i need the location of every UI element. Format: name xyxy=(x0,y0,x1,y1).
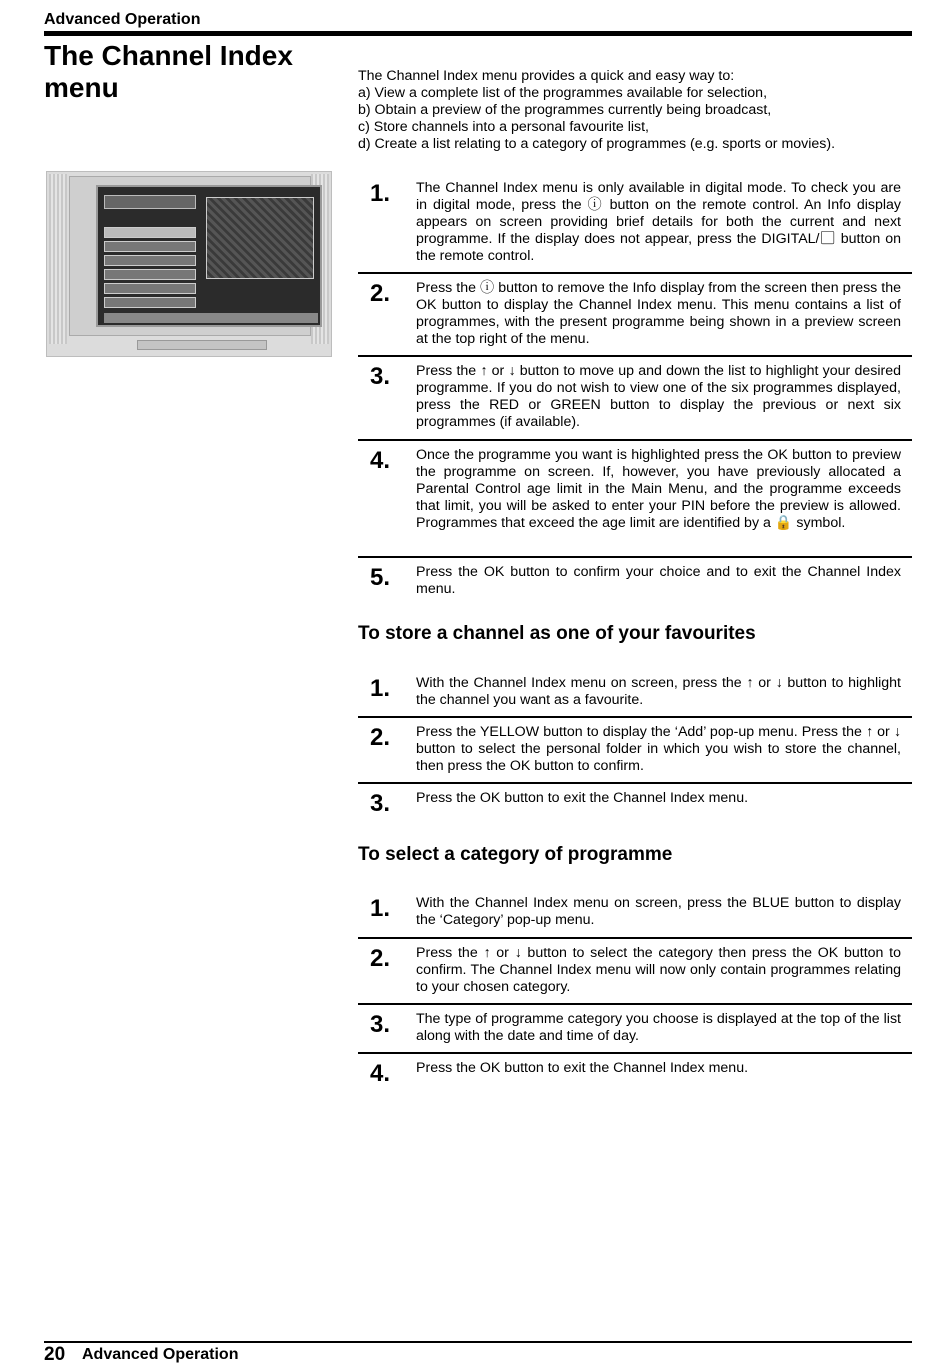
step-number: 2. xyxy=(370,945,391,972)
tv-frame xyxy=(69,176,311,336)
page-number: 20 xyxy=(44,1344,66,1365)
intro-line: a) View a complete list of the programmes available for selection, xyxy=(358,85,768,101)
tv-screen xyxy=(96,185,322,327)
step-number: 4. xyxy=(370,447,391,474)
step-number: 2. xyxy=(370,280,391,307)
step-number: 3. xyxy=(370,790,391,817)
step-divider xyxy=(358,937,912,939)
step-text: Press the OK button to exit the Channel Index menu. xyxy=(416,790,749,806)
page-title: The Channel Index menu xyxy=(44,40,293,103)
step-text: Once the programme you want is highlighted press the OK button to preview the programme on screen. If, however, you have previously allocated a Parental Control age limit in the Main Menu, and the programme exceeds that limit, you will be asked to enter your PIN before the preview is allowed. Programmes that exceed the age limit are identified by a 🔒 symbol. xyxy=(416,447,901,531)
tv-illustration xyxy=(46,171,332,357)
step-text: Press the ↑ or ↓ button to move up and down the list to highlight your desired programme. If you do not wish to view one of the six programmes displayed, press the RED or GREEN button to display the previous or next six programmes (if available). xyxy=(416,363,901,430)
step-text: Press the ↑ or ↓ button to select the category then press the OK button to confirm. The Channel Index menu will now only contain programmes relating to your chosen category. xyxy=(416,945,901,995)
step-number: 3. xyxy=(370,363,391,390)
intro-text xyxy=(358,68,912,153)
step-divider xyxy=(358,1003,912,1005)
step-divider xyxy=(358,439,912,441)
step-text: Press the OK button to confirm your choice and to exit the Channel Index menu. xyxy=(416,564,901,597)
step-number: 5. xyxy=(370,564,391,591)
tv-channel-list xyxy=(104,227,196,311)
tv-channel-row xyxy=(104,255,196,266)
footer-section-label: Advanced Operation xyxy=(82,1346,239,1363)
section-title-favourites: To store a channel as one of your favourites xyxy=(358,623,756,644)
step-divider xyxy=(358,556,912,558)
step-divider xyxy=(358,355,912,357)
intro-line: b) Obtain a preview of the programmes currently being broadcast, xyxy=(358,102,772,118)
tv-channel-row xyxy=(104,269,196,280)
header-section-label: Advanced Operation xyxy=(44,11,201,28)
intro-line: The Channel Index menu provides a quick and easy way to: xyxy=(358,68,735,84)
footer-rule xyxy=(44,1341,912,1343)
intro-line: d) Create a list relating to a category of programmes (e.g. sports or movies). xyxy=(358,136,836,152)
step-number: 3. xyxy=(370,1011,391,1038)
step-text: With the Channel Index menu on screen, press the BLUE button to display the ‘Category’ pop-up menu. xyxy=(416,895,901,928)
step-number: 2. xyxy=(370,724,391,751)
tv-channel-row xyxy=(104,241,196,252)
tv-speaker-left xyxy=(49,174,67,344)
step-divider xyxy=(358,272,912,274)
step-divider xyxy=(358,716,912,718)
tv-preview-window xyxy=(206,197,314,279)
tv-channel-row xyxy=(104,227,196,238)
step-text: The Channel Index menu is only available in digital mode. To check you are in digital mode, press the ⓘ button on the remote control. An Info display appears on screen providing brief details for both the current and next programme. If the display does not appear, press the DIGITAL/▢ button on the remote control. xyxy=(416,180,901,264)
step-text: Press the YELLOW button to display the ‘Add’ pop-up menu. Press the ↑ or ↓ button to select the personal folder in which you wish to store the channel, then press the OK button to confirm. xyxy=(416,724,901,774)
tv-channel-row xyxy=(104,283,196,294)
step-number: 1. xyxy=(370,895,391,922)
step-text: Press the OK button to exit the Channel Index menu. xyxy=(416,1060,749,1076)
step-text: The type of programme category you choose is displayed at the top of the list along with the date and time of day. xyxy=(416,1011,901,1044)
step-divider xyxy=(358,782,912,784)
tv-button-bar xyxy=(104,313,318,323)
step-number: 1. xyxy=(370,675,391,702)
tv-channel-row xyxy=(104,297,196,308)
step-number: 1. xyxy=(370,180,391,207)
step-number: 4. xyxy=(370,1060,391,1087)
step-text: Press the ⓘ button to remove the Info display from the screen then press the OK button to display the Channel Index menu. This menu contains a list of programmes, with the present programme being shown in a preview screen at the top right of the menu. xyxy=(416,280,901,347)
tv-menu-header xyxy=(104,195,196,209)
intro-line: c) Store channels into a personal favourite list, xyxy=(358,119,649,135)
section-title-category: To select a category of programme xyxy=(358,844,673,865)
header-rule xyxy=(44,31,912,36)
step-text: With the Channel Index menu on screen, press the ↑ or ↓ button to highlight the channel you want as a favourite. xyxy=(416,675,901,708)
step-divider xyxy=(358,1052,912,1054)
tv-base xyxy=(137,340,267,350)
